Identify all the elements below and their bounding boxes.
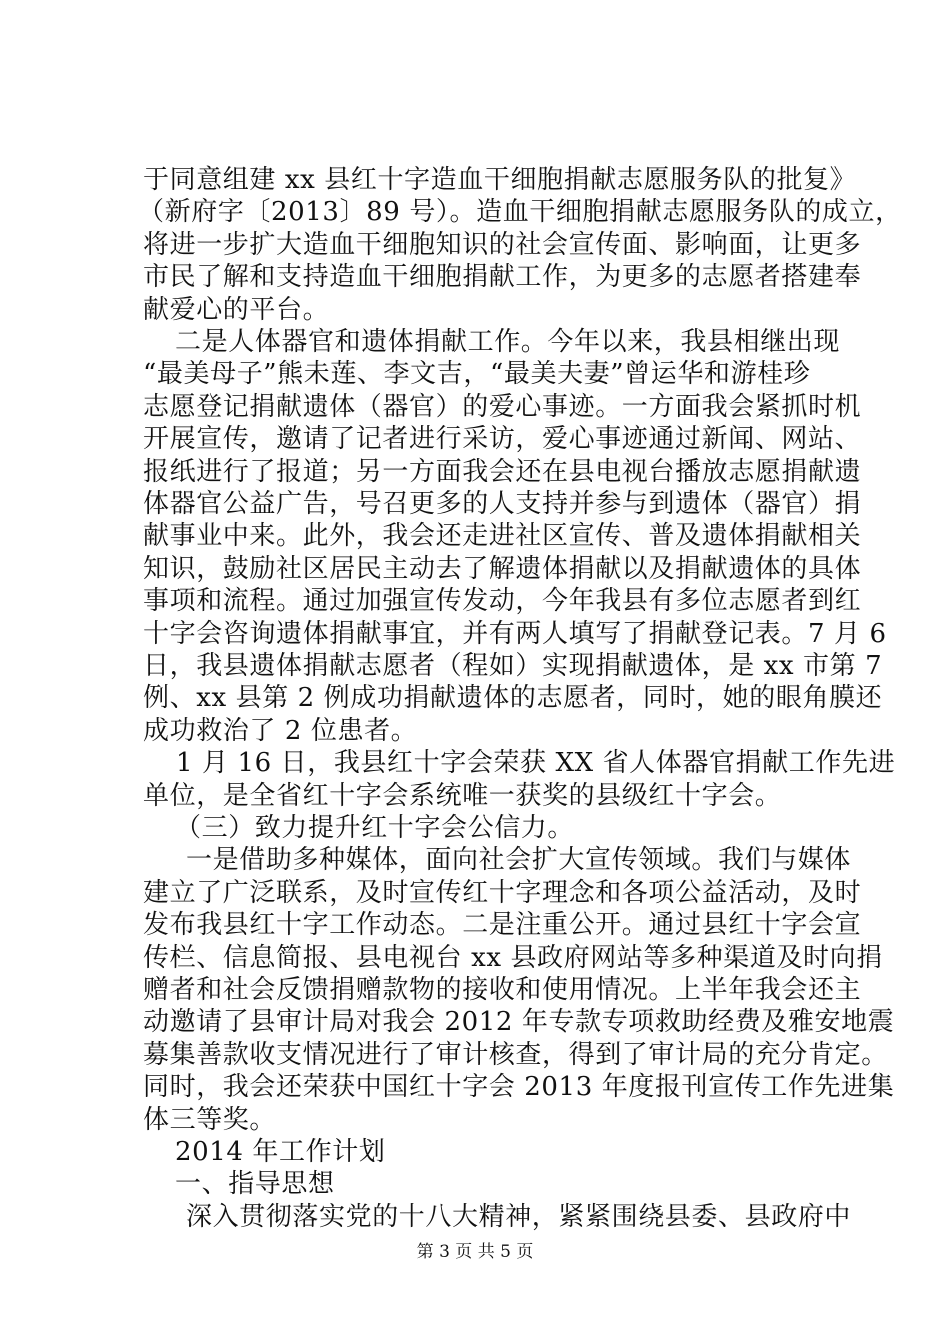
text-line: 赠者和社会反馈捐赠款物的接收和使用情况。上半年我会还主: [143, 975, 862, 1005]
text-line: 日，我县遗体捐献志愿者（程如）实现捐献遗体，是 xx 市第 7: [143, 651, 883, 681]
text-line: （新府字〔2013〕89 号）。造血干细胞捐献志愿服务队的成立，: [138, 197, 902, 228]
text-line: 报纸进行了报道；另一方面我会还在县电视台播放志愿捐献遗: [143, 456, 862, 487]
text-line: 事项和流程。通过加强宣传发动，今年我县有多位志愿者到红: [143, 586, 862, 617]
text-line: 开展宣传，邀请了记者进行采访，爱心事迹通过新闻、网站、: [143, 424, 862, 455]
paragraph-start: 1 月 16 日，我县红十字会荣获 XX 省人体器官捐献工作先进: [176, 748, 896, 779]
text-line: 市民了解和支持造血干细胞捐献工作，为更多的志愿者搭建奉: [143, 262, 862, 293]
text-line: 将进一步扩大造血干细胞知识的社会宣传面、影响面，让更多: [143, 229, 862, 260]
page-footer: [0, 1240, 950, 1264]
text-line: 发布我县红十字工作动态。二是注重公开。通过县红十字会宣: [143, 910, 862, 941]
text-line: 动邀请了县审计局对我会 2012 年专款专项救助经费及雅安地震: [143, 1007, 895, 1038]
text-line: 体三等奖。: [143, 1104, 277, 1135]
text-line: 同时，我会还荣获中国红十字会 2013 年度报刊宣传工作先进集: [143, 1072, 895, 1103]
section-heading: 2014 年工作计划: [175, 1137, 386, 1167]
paragraph-start: 二是人体器官和遗体捐献工作。今年以来，我县相继出现: [175, 327, 841, 357]
section-heading: 一、指导思想: [175, 1169, 335, 1200]
text-line: 成功救治了 2 位患者。: [143, 715, 418, 746]
paragraph-start: 一是借助多种媒体，面向社会扩大宣传领域。我们与媒体: [186, 845, 852, 876]
text-line: 单位，是全省红十字会系统唯一获奖的县级红十字会。: [143, 780, 782, 811]
text-line: 献爱心的平台。: [143, 294, 330, 325]
text-line: 知识，鼓励社区居民主动去了解遗体捐献以及捐献遗体的具体: [143, 553, 862, 584]
page-number: 第 3 页 共 5 页: [416, 1242, 534, 1262]
text-line: 建立了广泛联系，及时宣传红十字理念和各项公益活动，及时: [143, 877, 862, 908]
text-line: 体器官公益广告，号召更多的人支持并参与到遗体（器官）捐: [143, 489, 862, 519]
text-line: 募集善款收支情况进行了审计核查，得到了审计局的充分肯定。: [143, 1039, 888, 1070]
text-line: 传栏、信息简报、县电视台 xx 县政府网站等多种渠道及时向捐: [143, 942, 883, 973]
text-line: 献事业中来。此外，我会还走进社区宣传、普及遗体捐献相关: [143, 521, 862, 552]
text-line: “最美母子”熊未莲、李文吉，“最美夫妻”曾运华和游桂珍: [143, 359, 811, 390]
section-heading: （三）致力提升红十字会公信力。: [175, 813, 575, 843]
text-line: 十字会咨询遗体捐献事宜，并有两人填写了捐献登记表。7 月 6: [143, 618, 887, 649]
text-line: 例、xx 县第 2 例成功捐献遗体的志愿者，同时，她的眼角膜还: [143, 683, 883, 714]
text-line: 于同意组建 xx 县红十字造血干细胞捐献志愿服务队的批复》: [143, 165, 857, 195]
paragraph-start: 深入贯彻落实党的十八大精神，紧紧围绕县委、县政府中: [186, 1201, 852, 1232]
text-line: 志愿登记捐献遗体（器官）的爱心事迹。一方面我会紧抓时机: [143, 391, 862, 422]
